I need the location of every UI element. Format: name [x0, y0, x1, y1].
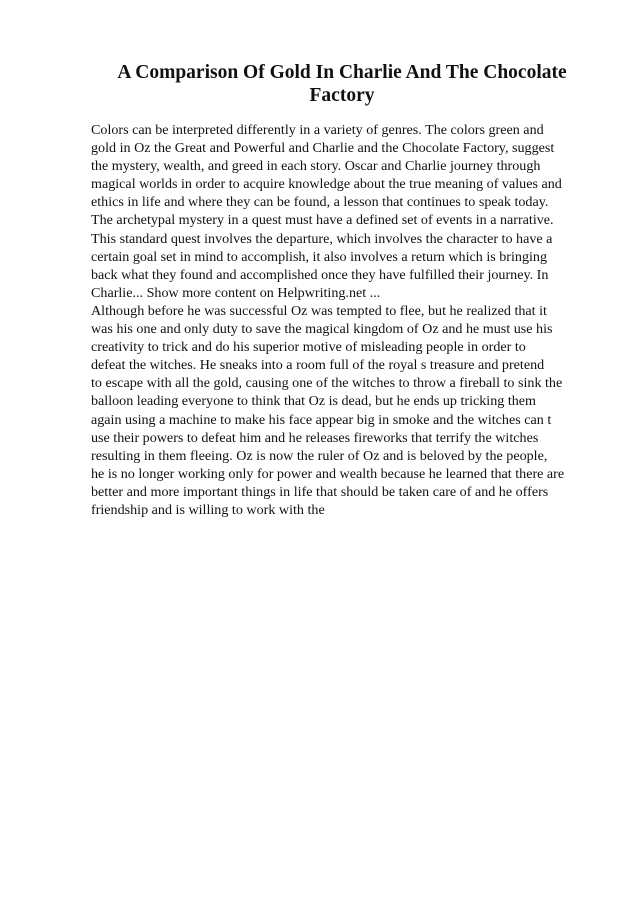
body-line: magical worlds in order to acquire knowledge about the true meaning of values and: [91, 176, 562, 193]
body-line: the mystery, wealth, and greed in each story. Oscar and Charlie journey through: [91, 158, 541, 175]
body-line: resulting in them fleeing. Oz is now the ruler of Oz and is beloved by the people,: [91, 447, 548, 464]
body-line: gold in Oz the Great and Powerful and Charlie and the Chocolate Factory, suggest: [91, 140, 555, 157]
body-line: Colors can be interpreted differently in a variety of genres. The colors green and: [91, 122, 544, 138]
body-line-show-more: Charlie... Show more content on Helpwriting.net ...: [91, 284, 381, 301]
body-line: to escape with all the gold, causing one of the witches to throw a fireball to sink the: [91, 375, 563, 392]
title-line: A Comparison Of Gold In Charlie And The Chocolate: [117, 62, 567, 83]
title-line: Factory: [309, 85, 375, 106]
body-line: he is no longer working only for power and wealth because he learned that there are: [91, 465, 565, 482]
body-line: back what they found and accomplished once they have fulfilled their journey. In: [91, 266, 549, 283]
body-line: Although before he was successful Oz was tempted to flee, but he realized that it: [91, 302, 547, 319]
body-line: better and more important things in life that should be taken care of and he offers: [91, 483, 549, 500]
body-line: This standard quest involves the departure, which involves the character to have a: [91, 230, 553, 247]
body-line: friendship and is willing to work with the: [91, 501, 325, 518]
body-line: balloon leading everyone to think that Oz is dead, but he ends up tricking them: [91, 393, 537, 410]
body-line: again using a machine to make his face appear big in smoke and the witches can t: [91, 411, 552, 428]
body-line: The archetypal mystery in a quest must have a defined set of events in a narrative.: [91, 212, 554, 229]
body-line: creativity to trick and do his superior motive of misleading people in order to: [91, 339, 526, 356]
body-line: defeat the witches. He sneaks into a room full of the royal s treasure and pretend: [91, 357, 545, 374]
body-line: was his one and only duty to save the magical kingdom of Oz and he must use his: [91, 321, 553, 338]
document-body: [91, 121, 591, 519]
body-line: certain goal set in mind to accomplish, it also involves a return which is bringing: [91, 248, 547, 265]
body-line: use their powers to defeat him and he releases fireworks that terrify the witches: [91, 429, 539, 446]
body-line: ethics in life and where they can be found, a lesson that continues to speak today.: [91, 194, 549, 211]
document-title: [92, 61, 592, 107]
